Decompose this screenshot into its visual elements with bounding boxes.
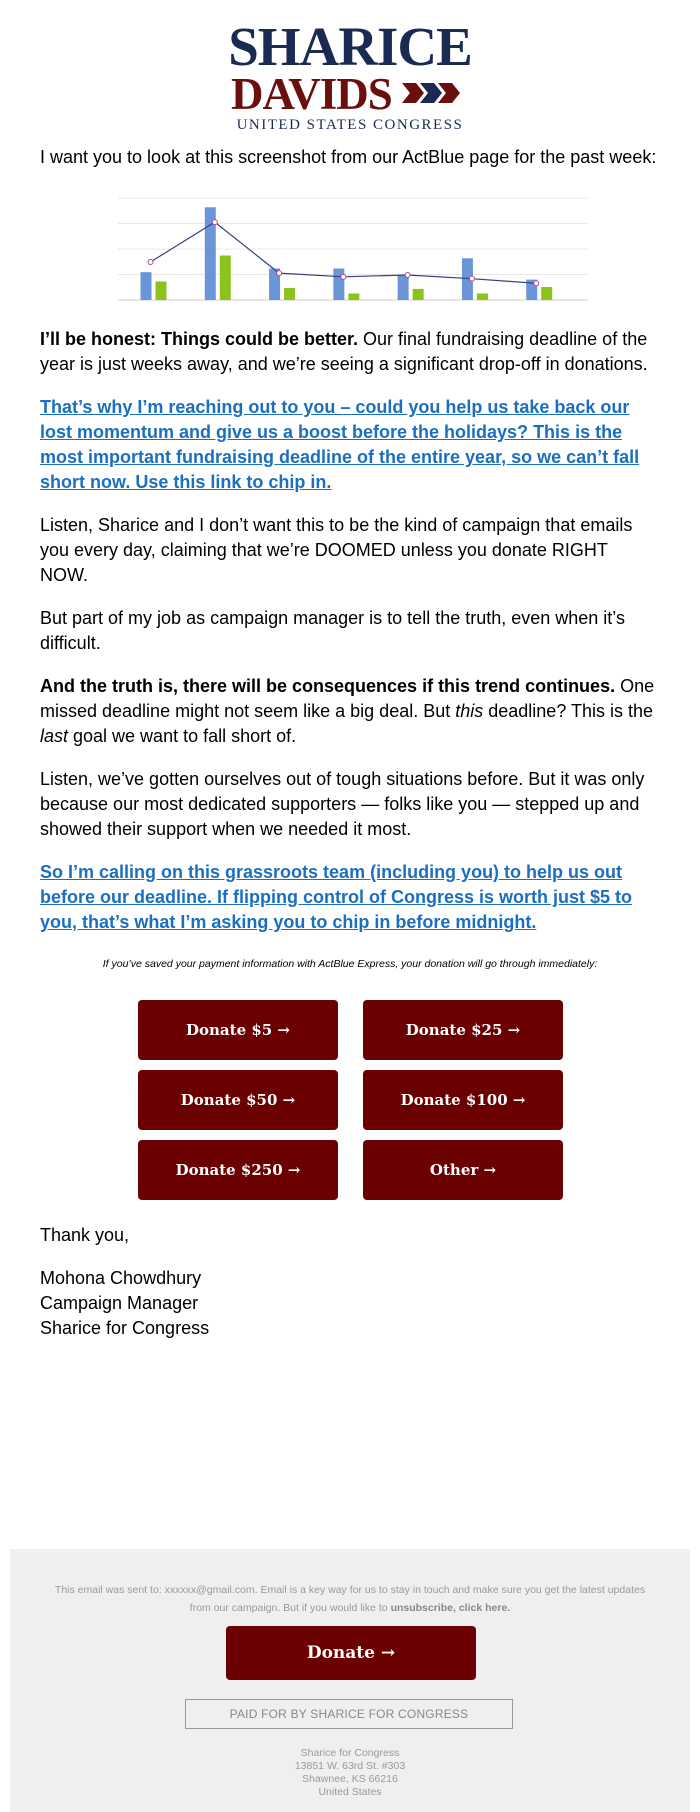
address-line-1: Sharice for Congress [300,1747,400,1759]
footer-sent-notice [50,1581,650,1617]
trend-point [277,271,282,276]
consequences-bold: And the truth is, there will be consequences if this trend continues. [40,676,616,696]
donate-50-button[interactable]: Donate $50 → [138,1070,338,1130]
bar-green [541,287,552,300]
bar-green [284,288,295,300]
trend-point [341,274,346,279]
actblue-express-note: If you’ve saved your payment information with ActBlue Express, your donation will go through immediately: [102,958,598,970]
consequences-text-c: goal we want to fall short of. [68,726,297,746]
bar-green [220,255,231,300]
footer-address [10,1747,690,1799]
chevron-arrows-icon [402,81,468,105]
signer-name: Mohona Chowdhury [40,1268,202,1288]
trend-point [212,220,217,225]
paid-for-disclaimer: PAID FOR BY SHARICE FOR CONGRESS [185,1699,513,1729]
paragraph-honest [40,327,660,377]
bar-green [156,281,167,300]
trend-point [469,276,474,281]
consequences-em-this: this [455,701,484,721]
paragraph-consequences [40,674,660,749]
honest-rest: Our final fundraising deadline of the year is just weeks away, and we’re seeing a significant drop-off in donations. [40,329,648,374]
campaign-logo [0,16,700,133]
donate-250-button[interactable]: Donate $250 → [138,1140,338,1200]
email-footer [10,1549,690,1812]
address-line-3: Shawnee, KS 66216 [302,1773,398,1785]
consequences-em-last: last [40,726,69,746]
bar-blue [333,268,344,300]
trend-point [148,259,153,264]
donate-other-button[interactable]: Other → [363,1140,563,1200]
paragraph-doomed: Listen, Sharice and I don’t want this to be the kind of campaign that emails you every day, claiming that we’re DOOMED unless you donate RIGHT NOW. [40,515,633,585]
donate-5-button[interactable]: Donate $5 → [138,1000,338,1060]
unsubscribe-link[interactable]: unsubscribe, click here. [390,1602,511,1614]
paragraph-truth: But part of my job as campaign manager is to tell the truth, even when it’s difficult. [40,608,625,653]
signer-title: Campaign Manager [40,1293,199,1313]
donate-25-button[interactable]: Donate $25 → [363,1000,563,1060]
donate-100-button[interactable]: Donate $100 → [363,1070,563,1130]
thank-you-text: Thank you, [40,1225,130,1245]
logo-line-congress: UNITED STATES CONGRESS [236,117,464,133]
address-line-4: United States [318,1786,382,1798]
intro-text: I want you to look at this screenshot from our ActBlue page for the past week: [40,147,657,167]
honest-bold: I’ll be honest: Things could be better. [40,329,359,349]
bar-green [413,289,424,300]
footer-donate-button[interactable]: Donate → [226,1626,476,1680]
grassroots-link[interactable]: So I’m calling on this grassroots team (including you) to help us out before our deadline. If flipping control of Congress is worth just $5 to you, that’s what I’m asking you to chip in before midnight. [40,862,633,932]
actblue-weekly-chart [118,190,588,310]
address-line-2: 13851 W. 63rd St. #303 [294,1760,406,1772]
chip-in-link[interactable]: That’s why I’m reaching out to you – could you help us take back our lost momentum and give us a boost before the holidays? This is the most important fundraising deadline of the entire year, so we can’t fall short now. Use this link to chip in. [40,397,640,492]
consequences-text-a: One missed deadline might not seem like a big deal. But [40,676,655,721]
bar-blue [141,272,152,300]
trend-point [534,281,539,286]
footer-sent-text: This email was sent to: xxxxxx@gmail.com. Email is a key way for us to stay in touch and make sure you get the latest updates from our campaign. But if you would like to [54,1584,646,1614]
trend-point [405,272,410,277]
signer-org: Sharice for Congress [40,1318,210,1338]
bar-green [477,294,488,300]
paragraph-supporters: Listen, we’ve gotten ourselves out of tough situations before. But it was only because our most dedicated supporters — folks like you — stepped up and showed their support when we needed it most. [40,769,645,839]
logo-line-sharice: SHARICE [228,16,472,77]
consequences-text-b: deadline? This is the [483,701,654,721]
logo-line-davids: DAVIDS [231,69,392,119]
bar-green [348,294,359,300]
bar-blue [398,275,409,300]
